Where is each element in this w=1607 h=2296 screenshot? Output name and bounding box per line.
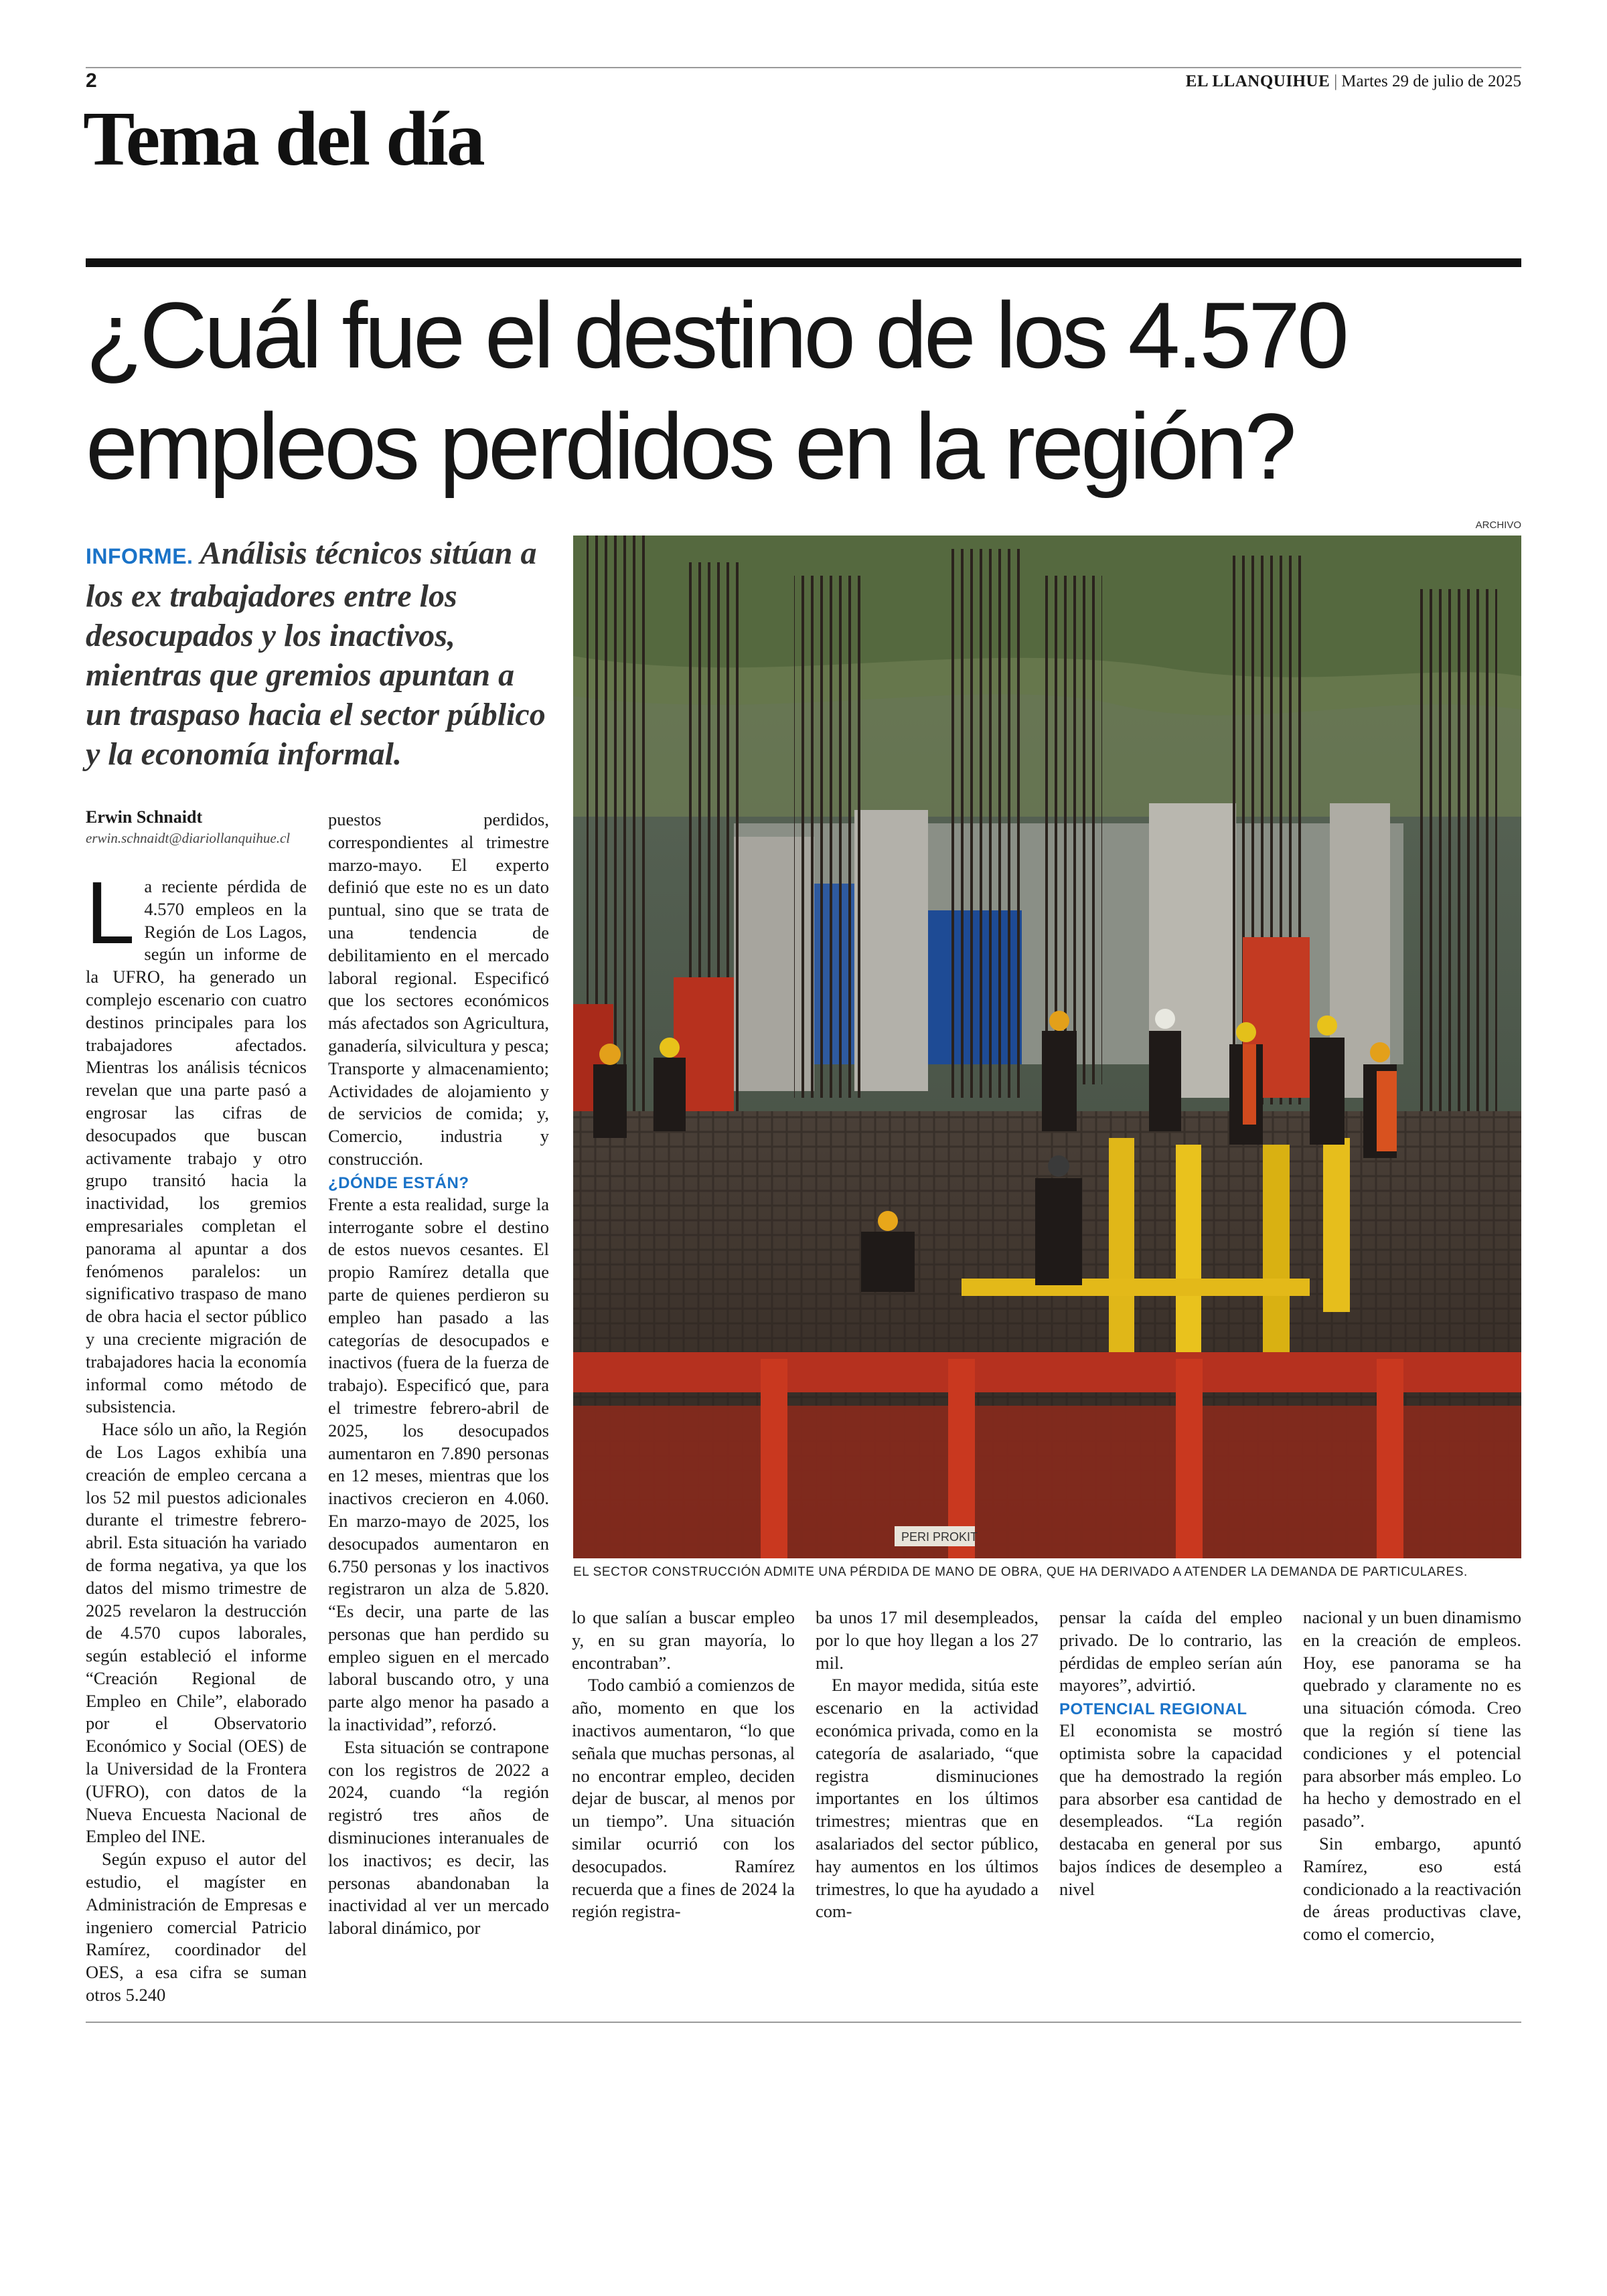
section-title: Tema del día <box>83 96 483 182</box>
header-rule <box>86 67 1521 68</box>
article-paragraph: pensar la caída del empleo privado. De lo contrario, las pérdidas de empleo serían aún mayores”, advirtió. <box>1059 1607 1282 1696</box>
page-number: 2 <box>86 70 97 92</box>
article-paragraph: puestos perdidos, correspondientes al trimestre marzo-mayo. El experto definió que este no es un dato puntual, sino que se trata de una tendencia de debilitamiento en el mercado laboral regional. Especificó que los sectores económicos más afectados son Agricultura, ganadería, silvicultura y pesca; Transporte y almacenamiento; Actividades de alojamiento y de servicios de comida; y, Comercio, industria y construcción. <box>328 809 549 1169</box>
byline-author: Erwin Schnaidt <box>86 807 203 827</box>
article-paragraph <box>86 864 307 1418</box>
article-paragraph: nacional y un buen dinamismo en la creación de empleos. Hoy, ese panorama se ha quebrado y claramente no es una situación cómoda. Creo que la región sí tiene las condiciones y el potencial para absorber más empleo. Lo ha hecho y demostrado en el pasado”. <box>1303 1607 1521 1831</box>
article-paragraph: En mayor medida, sitúa este escenario en la actividad económica privada, como en la categoría de asalariado, “que registra disminuciones importantes en los últimos trimestres; mientras que en asalariados del sector público, hay aumentos en los últimos trimestres, lo que ha ayudado a com- <box>816 1675 1039 1922</box>
paragraph-text: a reciente pérdida de 4.570 empleos en la Región de Los Lagos, según un informe de la UFRO, ha generado un complejo escenario con cuatro destinos principales para los trabajadores afectados. Mientras los análisis técnicos revelan que una parte pasó a engrosar las cifras de desocupados que buscan activamente trabajo y otro grupo transitó hacia la inactividad, los gremios empresariales completan el panorama al apuntar a dos fenómenos paralelos: un significativo traspaso de mano de obra hacia el sector público y una creciente migración de trabajadores hacia la economía informal como método de subsistencia. <box>86 876 307 1417</box>
subhead-donde-estan: ¿DÓNDE ESTÁN? <box>328 1173 469 1192</box>
construction-site-photo <box>573 536 1521 1558</box>
lede-text: Análisis técnicos sitúan a los ex trabajadores entre los desocupados y los inactivos, mientras que gremios apuntan a un traspaso hacia el sector público y la economía informal. <box>86 536 546 772</box>
headline <box>86 280 1525 502</box>
photo-caption: EL SECTOR CONSTRUCCIÓN ADMITE UNA PÉRDIDA DE MANO DE OBRA, QUE HA DERIVADO A ATENDER LA DEMANDA DE PARTICULARES. <box>573 1565 1468 1579</box>
headline-line-2: empleos perdidos en la región? <box>86 394 1294 499</box>
footer-rule <box>86 2022 1521 2023</box>
byline-email[interactable]: erwin.schnaidt@diariollanquihue.cl <box>86 830 291 846</box>
newspaper-name: EL LLANQUIHUE <box>1185 72 1330 90</box>
article-paragraph: Según expuso el autor del estudio, el magíster en Administración de Empresas e ingeniero comercial Patricio Ramírez, coordinador del OES, a esa cifra se suman otros 5.240 <box>86 1849 307 2005</box>
article-paragraph: lo que salían a buscar empleo y, en su gran mayoría, lo encontraban”. <box>572 1607 795 1673</box>
article-paragraph: Esta situación se contrapone con los registros de 2022 a 2024, cuando “la región registró tres años de disminuciones interanuales de los inactivos; es decir, las personas abandonaban la inactividad al ver un mercado laboral dinámico, por <box>328 1736 549 1939</box>
masthead <box>1186 72 1521 91</box>
section-rule <box>86 258 1521 267</box>
article-paragraph: El economista se mostró optimista sobre la capacidad que ha demostrado la región para absorber esa cantidad de desempleados. “La región destacaba en general por sus bajos índices de desempleo a nivel <box>1059 1720 1282 1899</box>
photo-credit: ARCHIVO <box>1475 519 1521 531</box>
photo-sign-text: PERI PROKIT <box>901 1530 978 1544</box>
article-column-2 <box>328 809 549 1940</box>
article-column-1 <box>86 864 307 2007</box>
masthead-separator: | <box>1334 72 1338 90</box>
lede <box>86 534 554 774</box>
article-column-6 <box>1303 1607 1521 1946</box>
article-paragraph: Hace sólo un año, la Región de Los Lagos exhibía una creación de empleo cercana a los 52 mil puestos adicionales durante el trimestre febrero-abril. Esta situación ha variado de forma negativa, ya que los datos del mismo trimestre de 2025 revelaron la destrucción de 4.570 cupos laborales, según estableció el informe “Creación Regional de Empleo en Chile”, elaborado por el Observatorio Económico y Social (OES) de la Universidad de la Frontera (UFRO), con datos de la Nueva Encuesta Nacional de Empleo del INE. <box>86 1419 307 1847</box>
headline-line-1: ¿Cuál fue el destino de los 4.570 <box>86 282 1346 388</box>
issue-date: Martes 29 de julio de 2025 <box>1341 72 1521 90</box>
drop-cap: L <box>86 864 135 962</box>
article-paragraph: Frente a esta realidad, surge la interrogante sobre el destino de estos nuevos cesantes. El propio Ramírez detalla que parte de quienes perdieron su empleo han pasado a las categorías de desocupados e inactivos (fuera de la fuerza de trabajo). Especificó que, para el trimestre febrero-abril de 2025, los desocupados aumentaron en 7.890 personas en 12 meses, mientras que los inactivos crecieron en 4.060. En marzo-mayo de 2025, los desocupados aumentaron en 6.750 personas y los inactivos registraron un alza de 5.820. “Es decir, una parte de las personas que han perdido su empleo siguen en el mercado laboral buscando otro, y una parte algo menor ha pasado a la inactividad”, reforzó. <box>328 1194 549 1735</box>
article-paragraph: Sin embargo, apuntó Ramírez, eso está condicionado a la reactivación de áreas productivas clave, como el comercio, <box>1303 1833 1521 1945</box>
article-paragraph: Todo cambió a comienzos de año, momento en que los inactivos aumentaron, “lo que señala que muchas personas, al no encontrar empleo, deciden dejar de buscar, al menos por un tiempo”. Una situación similar ocurrió con los desocupados. Ramírez recuerda que a fines de 2024 la región registra- <box>572 1675 795 1922</box>
lede-kicker: INFORME. <box>86 544 194 568</box>
article-column-3 <box>572 1607 795 1923</box>
subhead-potencial-regional: POTENCIAL REGIONAL <box>1059 1700 1247 1719</box>
article-paragraph: ba unos 17 mil desempleados, por lo que hoy llegan a los 27 mil. <box>816 1607 1039 1673</box>
article-column-4 <box>816 1607 1039 1923</box>
article-column-5 <box>1059 1607 1282 1901</box>
